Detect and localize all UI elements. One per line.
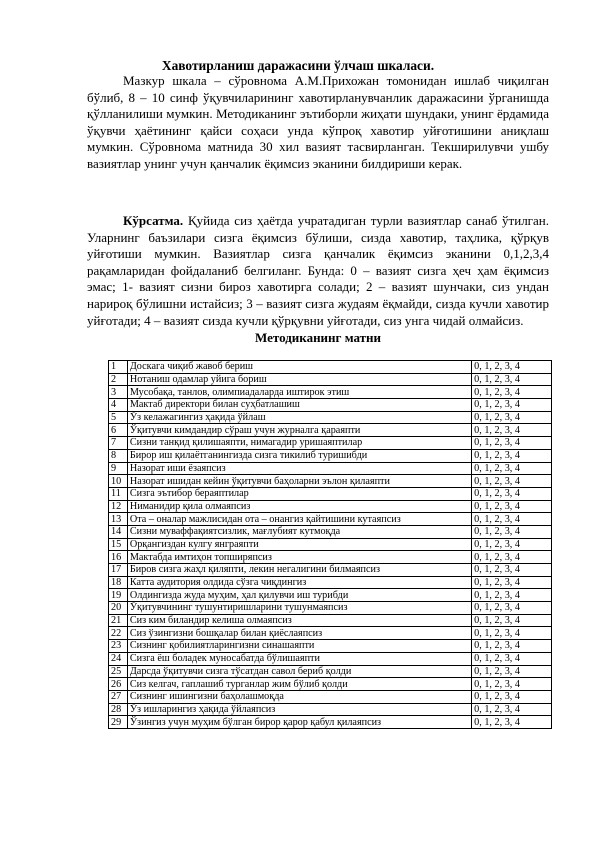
item-text: Сизнинг қобилиятларингизни синашаяпти bbox=[127, 640, 471, 653]
item-text: Сизга эътибор бераяптилар bbox=[127, 487, 471, 500]
item-number: 13 bbox=[109, 513, 128, 526]
table-row bbox=[109, 665, 552, 678]
item-scale: 0, 1, 2, 3, 4 bbox=[472, 665, 552, 678]
item-scale: 0, 1, 2, 3, 4 bbox=[472, 602, 552, 615]
table-row bbox=[109, 551, 552, 564]
item-number: 23 bbox=[109, 640, 128, 653]
item-number: 15 bbox=[109, 538, 128, 551]
item-scale: 0, 1, 2, 3, 4 bbox=[472, 386, 552, 399]
item-number: 5 bbox=[109, 411, 128, 424]
item-scale: 0, 1, 2, 3, 4 bbox=[472, 678, 552, 691]
item-text: Сизни муваффақиятсизлик, мағлубият кутмоқда bbox=[127, 525, 471, 538]
table-row bbox=[109, 614, 552, 627]
table-row bbox=[109, 500, 552, 513]
item-text: Ота – оналар мажлисидан ота – онангиз қайтишини кутаяпсиз bbox=[127, 513, 471, 526]
item-scale: 0, 1, 2, 3, 4 bbox=[472, 589, 552, 602]
item-number: 10 bbox=[109, 475, 128, 488]
item-scale: 0, 1, 2, 3, 4 bbox=[472, 487, 552, 500]
item-number: 11 bbox=[109, 487, 128, 500]
instruction-text: Қуйида сиз ҳаётда учратадиган турли вазиятлар санаб ўтилган. Уларнинг баъзилари сизга ёқимсиз бўлиши, сизда хавотир, таҳлика, қўрқув уйғотиши мумкин. Вазиятлар сизга қанчалик ёқимсиз эканини 0,1,2,3,4 рақамларидан фойдаланиб белгиланг. Бунда: 0 – вазият сизга ҳеч ҳам ёқимсиз эмас; 1- вазият сизни бироз хавотирга солади; 2 – вазият шунчаки, сиз ундан нарироқ бўлишни истайсиз; 3 – вазият сизга жудаям ёқмайди, сизда кучли хавотир уйғотади; 4 – вазият сизда кучли қўрқувни уйғотади, сиз унга чидай олмайсиз. bbox=[87, 213, 549, 328]
item-number: 6 bbox=[109, 424, 128, 437]
instruction-paragraph bbox=[87, 213, 549, 329]
table-row bbox=[109, 462, 552, 475]
item-number: 25 bbox=[109, 665, 128, 678]
item-number: 27 bbox=[109, 690, 128, 703]
item-scale: 0, 1, 2, 3, 4 bbox=[472, 437, 552, 450]
table-row bbox=[109, 716, 552, 729]
table-title: Методиканинг матни bbox=[255, 330, 381, 345]
table-row bbox=[109, 361, 552, 374]
table-row bbox=[109, 399, 552, 412]
table-row bbox=[109, 690, 552, 703]
item-scale: 0, 1, 2, 3, 4 bbox=[472, 373, 552, 386]
intro-paragraph: Мазкур шкала – сўровнома А.М.Прихожан томонидан ишлаб чиқилган бўлиб, 8 – 10 синф ўқувчиларининг хавотирланувчанлик даражасини ўрганишда қўлланилиши мумкин. Методиканинг эътиборли жиҳати шундаки, унинг ёрдамида ўқувчи ҳаётининг қайси соҳаси унда кўпроқ хавотир уйғотишини аниқлаш мумкин. Сўровнома матнида 30 хил вазият тасвирланган. Текширилувчи ушбу вазиятлар унинг учун қанчалик ёқимсиз эканини билдириши керак. bbox=[87, 73, 549, 171]
item-scale: 0, 1, 2, 3, 4 bbox=[472, 361, 552, 374]
item-scale: 0, 1, 2, 3, 4 bbox=[472, 500, 552, 513]
item-text: Ўз ишларингиз ҳақида ўйлаяпсиз bbox=[127, 703, 471, 716]
table-row bbox=[109, 678, 552, 691]
item-scale: 0, 1, 2, 3, 4 bbox=[472, 564, 552, 577]
item-number: 18 bbox=[109, 576, 128, 589]
table-row bbox=[109, 411, 552, 424]
item-scale: 0, 1, 2, 3, 4 bbox=[472, 652, 552, 665]
item-number: 24 bbox=[109, 652, 128, 665]
item-number: 9 bbox=[109, 462, 128, 475]
item-text: Бирор иш қилаётганингизда сизга тикилиб туришибди bbox=[127, 449, 471, 462]
item-number: 7 bbox=[109, 437, 128, 450]
item-number: 12 bbox=[109, 500, 128, 513]
item-text: Орқангиздан кулгу янграяпти bbox=[127, 538, 471, 551]
item-scale: 0, 1, 2, 3, 4 bbox=[472, 640, 552, 653]
item-text: Сизни танқид қилишаяпти, нимагадир уришаяптилар bbox=[127, 437, 471, 450]
item-text: Ўқитувчи кимдандир сўраш учун журналга қараяпти bbox=[127, 424, 471, 437]
table-row bbox=[109, 525, 552, 538]
item-number: 3 bbox=[109, 386, 128, 399]
item-scale: 0, 1, 2, 3, 4 bbox=[472, 716, 552, 729]
item-scale: 0, 1, 2, 3, 4 bbox=[472, 551, 552, 564]
questionnaire-table bbox=[108, 360, 552, 729]
item-scale: 0, 1, 2, 3, 4 bbox=[472, 538, 552, 551]
item-text: Дарсда ўқитувчи сизга тўсатдан савол бериб қолди bbox=[127, 665, 471, 678]
item-text: Назорат ишидан кейин ўқитувчи баҳоларни эълон қилаяпти bbox=[127, 475, 471, 488]
table-row bbox=[109, 627, 552, 640]
item-text: Ўзингиз учун муҳим бўлган бирор қарор қабул қилаяпсиз bbox=[127, 716, 471, 729]
table-row bbox=[109, 437, 552, 450]
item-number: 20 bbox=[109, 602, 128, 615]
item-number: 26 bbox=[109, 678, 128, 691]
item-text: Сиз келгач, гаплашиб турганлар жим бўлиб қолди bbox=[127, 678, 471, 691]
item-text: Катта аудитория олдида сўзга чиқдингиз bbox=[127, 576, 471, 589]
item-text: Ўқитувчининг тушунтиришларини тушунмаяпсиз bbox=[127, 602, 471, 615]
item-scale: 0, 1, 2, 3, 4 bbox=[472, 424, 552, 437]
item-scale: 0, 1, 2, 3, 4 bbox=[472, 703, 552, 716]
item-scale: 0, 1, 2, 3, 4 bbox=[472, 462, 552, 475]
item-scale: 0, 1, 2, 3, 4 bbox=[472, 576, 552, 589]
item-text: Доскага чиқиб жавоб бериш bbox=[127, 361, 471, 374]
item-scale: 0, 1, 2, 3, 4 bbox=[472, 690, 552, 703]
item-scale: 0, 1, 2, 3, 4 bbox=[472, 614, 552, 627]
item-number: 14 bbox=[109, 525, 128, 538]
document-title: Хавотирланиш даражасини ўлчаш шкаласи. bbox=[161, 58, 435, 73]
item-text: Ниманидир қила олмаяпсиз bbox=[127, 500, 471, 513]
table-row bbox=[109, 652, 552, 665]
item-text: Назорат иши ёзаяпсиз bbox=[127, 462, 471, 475]
table-row bbox=[109, 513, 552, 526]
table-row bbox=[109, 576, 552, 589]
item-number: 17 bbox=[109, 564, 128, 577]
item-text: Олдингизда жуда муҳим, ҳал қилувчи иш турибди bbox=[127, 589, 471, 602]
table-row bbox=[109, 386, 552, 399]
table-row bbox=[109, 475, 552, 488]
table-row bbox=[109, 602, 552, 615]
table-row bbox=[109, 589, 552, 602]
item-number: 16 bbox=[109, 551, 128, 564]
item-text: Сиз ўзингизни бошқалар билан қиёслаяпсиз bbox=[127, 627, 471, 640]
table-row bbox=[109, 703, 552, 716]
table-row bbox=[109, 564, 552, 577]
item-text: Сизга ёш боладек муносабатда бўлишаяпти bbox=[127, 652, 471, 665]
item-scale: 0, 1, 2, 3, 4 bbox=[472, 475, 552, 488]
item-number: 28 bbox=[109, 703, 128, 716]
item-number: 8 bbox=[109, 449, 128, 462]
item-number: 1 bbox=[109, 361, 128, 374]
table-row bbox=[109, 538, 552, 551]
item-text: Нотаниш одамлар уйига бориш bbox=[127, 373, 471, 386]
instruction-label: Кўрсатма. bbox=[123, 213, 184, 228]
table-row bbox=[109, 449, 552, 462]
table-row bbox=[109, 487, 552, 500]
item-number: 22 bbox=[109, 627, 128, 640]
item-number: 19 bbox=[109, 589, 128, 602]
item-text: Мактабда имтиҳон топширяпсиз bbox=[127, 551, 471, 564]
item-number: 29 bbox=[109, 716, 128, 729]
item-number: 21 bbox=[109, 614, 128, 627]
item-scale: 0, 1, 2, 3, 4 bbox=[472, 449, 552, 462]
item-text: Мактаб директори билан суҳбатлашиш bbox=[127, 399, 471, 412]
item-text: Биров сизга жаҳл қиляпти, лекин негалигини билмаяпсиз bbox=[127, 564, 471, 577]
table-row bbox=[109, 373, 552, 386]
item-text: Сиз ким биландир келиша олмаяпсиз bbox=[127, 614, 471, 627]
item-text: Сизнинг ишингизни баҳолашмоқда bbox=[127, 690, 471, 703]
table-row bbox=[109, 640, 552, 653]
item-scale: 0, 1, 2, 3, 4 bbox=[472, 513, 552, 526]
item-scale: 0, 1, 2, 3, 4 bbox=[472, 411, 552, 424]
item-scale: 0, 1, 2, 3, 4 bbox=[472, 525, 552, 538]
item-scale: 0, 1, 2, 3, 4 bbox=[472, 627, 552, 640]
item-number: 2 bbox=[109, 373, 128, 386]
item-scale: 0, 1, 2, 3, 4 bbox=[472, 399, 552, 412]
table-row bbox=[109, 424, 552, 437]
item-text: Ўз келажагингиз ҳақида ўйлаш bbox=[127, 411, 471, 424]
item-number: 4 bbox=[109, 399, 128, 412]
item-text: Мусобақа, танлов, олимпиадаларда иштирок этиш bbox=[127, 386, 471, 399]
